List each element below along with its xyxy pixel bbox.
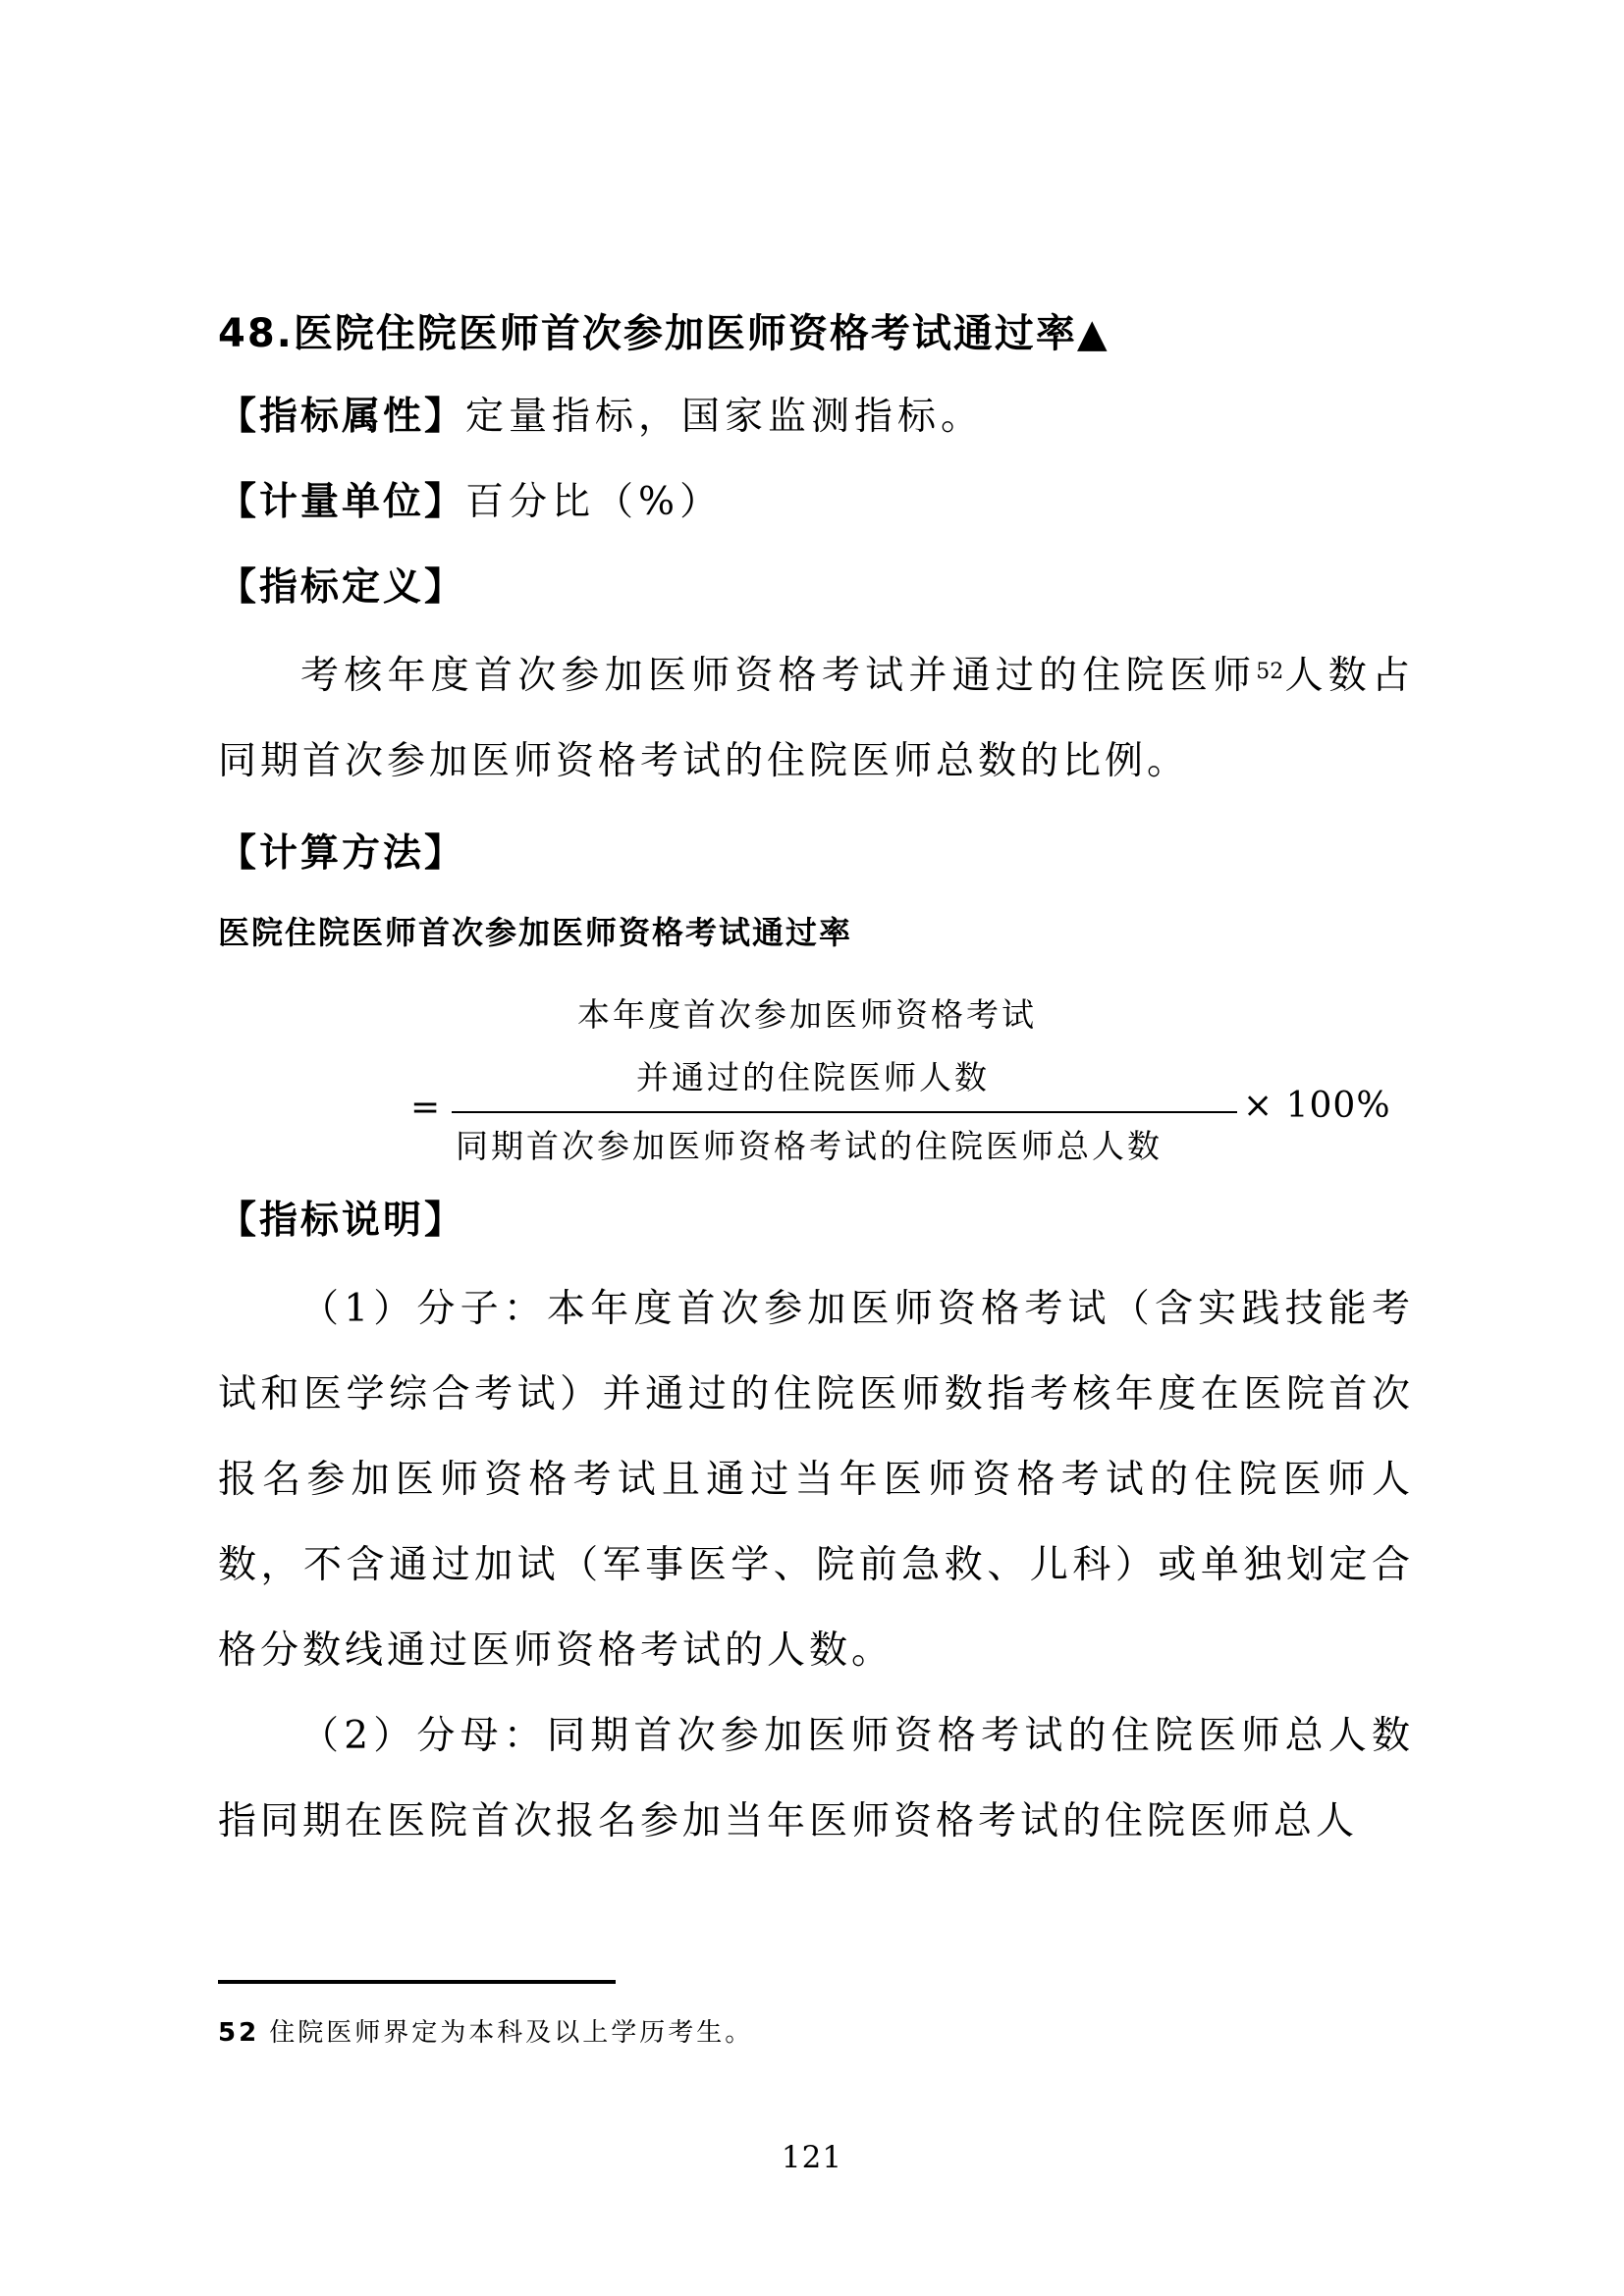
numerator-line-2: 并通过的住院医师人数 [636, 1058, 990, 1096]
explanation-label: 【指标说明】 [218, 1199, 466, 1243]
indicator-heading: 48.医院住院医师首次参加医师资格考试通过率▲ [218, 311, 1110, 356]
attribute-line [218, 386, 984, 441]
definition-paragraph [218, 633, 1414, 804]
equals-sign: = [410, 1088, 444, 1128]
calculation-label-line [218, 823, 465, 878]
formula-title: 医院住院医师首次参加医师资格考试通过率 [218, 914, 853, 951]
calculation-label: 【计算方法】 [218, 831, 466, 876]
unit-value: 百分比（%） [465, 480, 724, 524]
fraction-bar [452, 1111, 1237, 1113]
definition-label: 【指标定义】 [218, 565, 466, 610]
footnote [218, 2012, 753, 2049]
explanation-label-line [218, 1190, 465, 1245]
percent-multiplier: × 100% [1243, 1086, 1391, 1126]
footnote-text: 住院医师界定为本科及以上学历考生。 [269, 2018, 754, 2048]
unit-label: 【计量单位】 [218, 480, 466, 524]
definition-label-line [218, 557, 465, 612]
explanation-item-2: （2）分母：同期首次参加医师资格考试的住院医师总人数指同期在医院首次报名参加当年医师资格考试的住院医师总人 [218, 1714, 1414, 1843]
attribute-label: 【指标属性】 [218, 395, 466, 439]
footnote-number: 52 [218, 2018, 260, 2048]
unit-line [218, 471, 723, 526]
numerator-line-1: 本年度首次参加医师资格考试 [577, 995, 1037, 1034]
attribute-value: 定量指标，国家监测指标。 [465, 395, 985, 439]
footnote-divider [218, 1980, 616, 1984]
formula-fraction [410, 982, 1392, 1178]
footnote-reference: 52 [1256, 660, 1284, 684]
definition-text-after: 人数占同期首次参加医师资格考试的住院医师总数的比例。 [218, 654, 1414, 783]
denominator: 同期首次参加医师资格考试的住院医师总人数 [456, 1127, 1163, 1165]
page-number: 121 [781, 2140, 843, 2175]
definition-text-before: 考核年度首次参加医师资格考试并通过的住院医师 [300, 654, 1257, 698]
explanation-item-1: （1）分子：本年度首次参加医师资格考试（含实践技能考试和医学综合考试）并通过的住院医师数指考核年度在医院首次报名参加医师资格考试且通过当年医师资格考试的住院医师人数，不含通过加试（军事医学、院前急救、儿科）或单独划定合格分数线通过医师资格考试的人数。 [218, 1287, 1414, 1673]
